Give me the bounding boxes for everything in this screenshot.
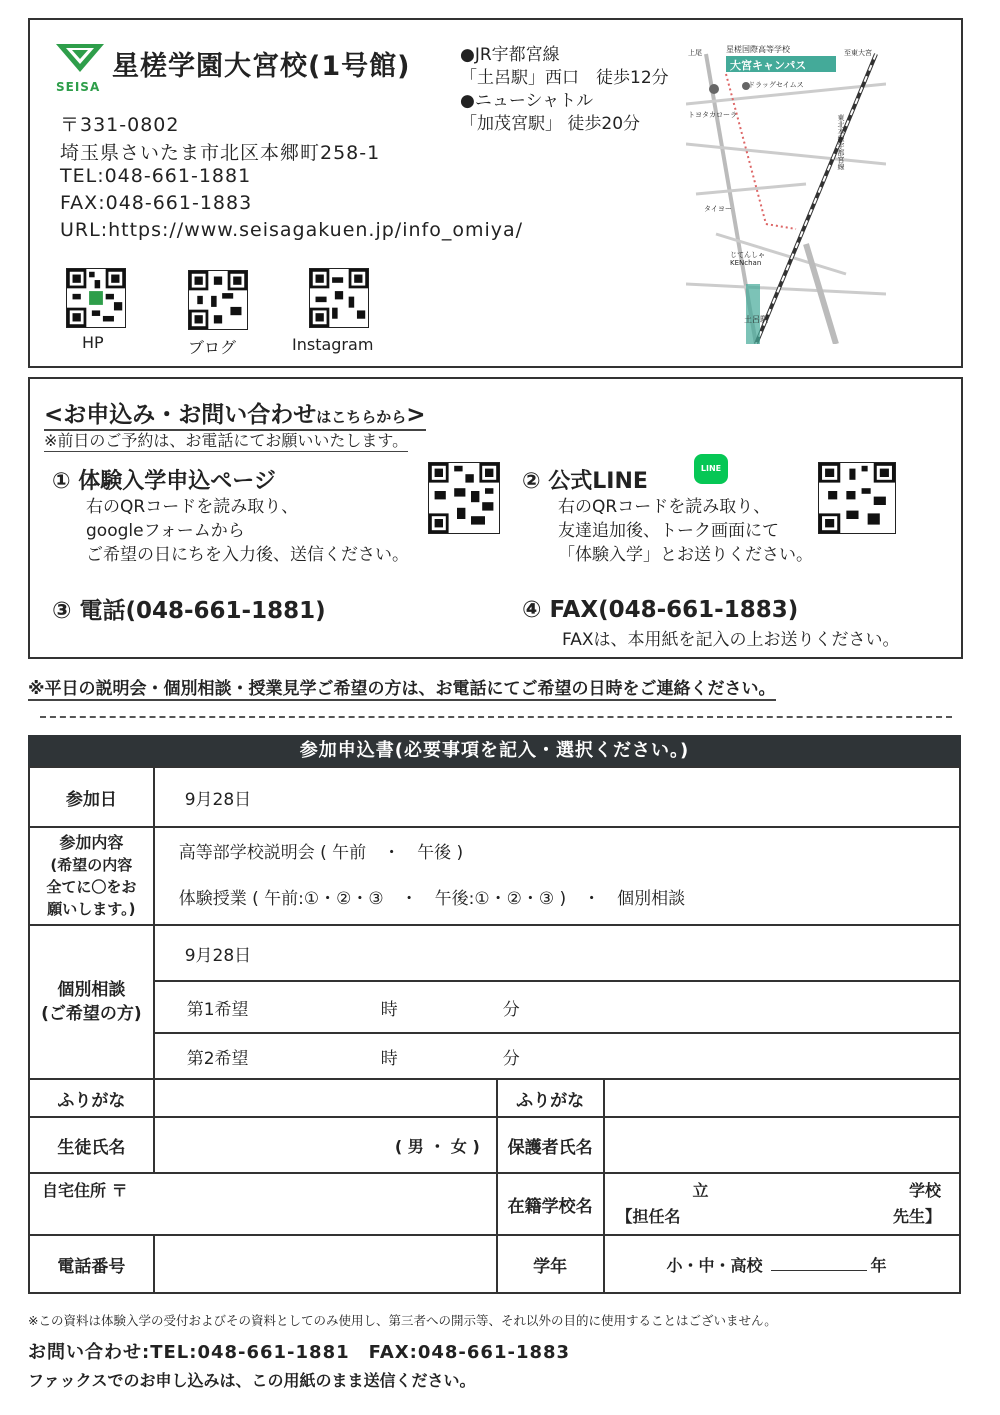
application-form-table [28, 766, 961, 1294]
second-wish-field[interactable]: 第2希望 時 分 [154, 1033, 960, 1079]
postal-code: 〒331-0802 [60, 114, 180, 136]
access-info [460, 44, 669, 136]
guardian-furigana-label: ふりがな [497, 1079, 604, 1117]
bullet-icon: ● [460, 91, 475, 111]
map-label-toro: 土呂駅 [744, 315, 768, 324]
method-4-title: ④ FAX(048-661-1883) [522, 597, 799, 623]
map-label-higashi: 至東大宮 [844, 49, 872, 57]
url-link[interactable]: URL:https://www.seisagakuen.jp/info_omiya/ [60, 219, 524, 241]
consult-date-field[interactable]: 9月28日 [154, 925, 960, 981]
access-map [686, 44, 886, 344]
gender-select[interactable]: ( 男 ・ 女 ) [394, 1136, 480, 1156]
guardian-name-label: 保護者氏名 [497, 1117, 604, 1173]
access-line-1: ●JR宇都宮線 [460, 45, 560, 65]
qr-code-icon [67, 269, 125, 327]
line-badge-icon: LINE [694, 454, 728, 484]
student-name-label: 生徒氏名 [29, 1117, 154, 1173]
apply-note: ※前日のご予約は、お電話にてお願いいたします。 [44, 428, 408, 452]
map-label-rail: 東北本線宇都宮線 [837, 114, 845, 170]
fax-note: ファックスでのお申し込みは、この用紙のまま送信ください。 [28, 1371, 476, 1390]
form-header: 参加申込書(必要事項を記入・選択ください。) [28, 735, 961, 767]
map-top-label: 星槎国際高等学校 [726, 45, 790, 54]
home-address-field[interactable]: 自宅住所 〒 [29, 1173, 497, 1235]
hp-qr-code[interactable] [66, 268, 126, 328]
address: 埼玉県さいたま市北区本郷町258-1 [60, 142, 381, 164]
privacy-note: ※この資料は体験入学の受付およびその資料としてのみ使用し、第三者への開示等、それ以外の目的に使用することはございません。 [28, 1313, 777, 1328]
blog-qr-label: ブログ [188, 338, 237, 357]
blog-qr-code[interactable] [188, 270, 248, 330]
access-detail-1: 「土呂駅」西口 徒歩12分 [460, 68, 669, 88]
school-name-field[interactable]: 立 学校 【担任名 先生】 [604, 1173, 960, 1235]
content-field[interactable] [154, 827, 960, 925]
qr-code-icon [429, 463, 499, 533]
student-name-field[interactable] [154, 1117, 497, 1173]
school-name-label: 在籍学校名 [497, 1173, 604, 1235]
access-line-2: ●ニューシャトル [460, 91, 594, 111]
first-wish-field[interactable]: 第1希望 時 分 [154, 981, 960, 1033]
date-field[interactable]: 9月28日 [154, 767, 960, 827]
grade-label: 学年 [497, 1235, 604, 1293]
map-label-taiyo: タイヨー [704, 205, 732, 213]
student-furigana-field[interactable] [154, 1079, 497, 1117]
cut-line [40, 716, 952, 718]
consult-label: 個別相談 (ご希望の方) [29, 925, 154, 1079]
guardian-furigana-field[interactable] [604, 1079, 960, 1117]
content-label: 参加内容 (希望の内容 全てに〇をお 願いします。) [29, 827, 154, 925]
method-1-desc: 右のQRコードを読み取り、 googleフォームから ご希望の日にちを入力後、送信ください。 [86, 497, 409, 565]
logo-text: SEISA [56, 80, 101, 94]
date-label: 参加日 [29, 767, 154, 827]
method-2-desc: 右のQRコードを読み取り、 友達追加後、トーク画面にて 「体験入学」とお送りください。 [558, 497, 813, 565]
method-1-title: ① 体験入学申込ページ [52, 469, 276, 494]
grade-blank[interactable] [771, 1270, 867, 1271]
map-campus-label: 大宮キャンパス [730, 59, 807, 72]
student-furigana-label: ふりがな [29, 1079, 154, 1117]
map-label-drug: ドラッグセイムス [748, 81, 804, 89]
map-label-kenchan: KENchan [730, 259, 762, 267]
map-label-ageo: 上尾 [688, 49, 702, 57]
method-2-title: ② 公式LINE [522, 469, 648, 494]
guardian-name-field[interactable] [604, 1117, 960, 1173]
weekday-note: ※平日の説明会・個別相談・授業見学ご希望の方は、お電話にてご希望の日時をご連絡ください。 [28, 674, 776, 701]
fax: FAX:048-661-1883 [60, 192, 253, 214]
line-qr-code[interactable] [818, 462, 896, 534]
content-option-briefing[interactable]: 高等部学校説明会 ( 午前 ・ 午後 ) [178, 843, 464, 863]
apply-form-qr-code[interactable] [428, 462, 500, 534]
qr-code-icon [189, 271, 247, 329]
school-name: 星槎学園大宮校(1号館) [112, 51, 411, 82]
qr-code-icon [819, 463, 895, 533]
content-option-trial-class[interactable]: 体験授業 ( 午前:①・②・③ ・ 午後:①・②・③ ) ・ 個別相談 [178, 889, 686, 909]
phone-field[interactable] [154, 1235, 497, 1293]
instagram-qr-label: Instagram [292, 335, 374, 354]
map-label-bike: じてんしゃ [730, 251, 765, 259]
contact-info: お問い合わせ:TEL:048-661-1881 FAX:048-661-1883 [28, 1342, 571, 1363]
apply-heading: <お申込み・お問い合わせはこちらから> [44, 396, 426, 431]
phone-label: 電話番号 [29, 1235, 154, 1293]
map-label-toyota: トヨタカローラ [688, 111, 737, 119]
grade-field[interactable]: 小・中・高校 年 [604, 1235, 960, 1293]
instagram-qr-code[interactable] [309, 268, 369, 328]
bullet-icon: ● [460, 45, 475, 65]
access-detail-2: 「加茂宮駅」 徒歩20分 [460, 114, 641, 134]
qr-code-icon [310, 269, 368, 327]
method-3-title: ③ 電話(048-661-1881) [52, 598, 326, 624]
method-4-desc: FAXは、本用紙を記入の上お送りください。 [562, 630, 900, 650]
hp-qr-label: HP [82, 333, 104, 352]
tel: TEL:048-661-1881 [60, 165, 252, 187]
